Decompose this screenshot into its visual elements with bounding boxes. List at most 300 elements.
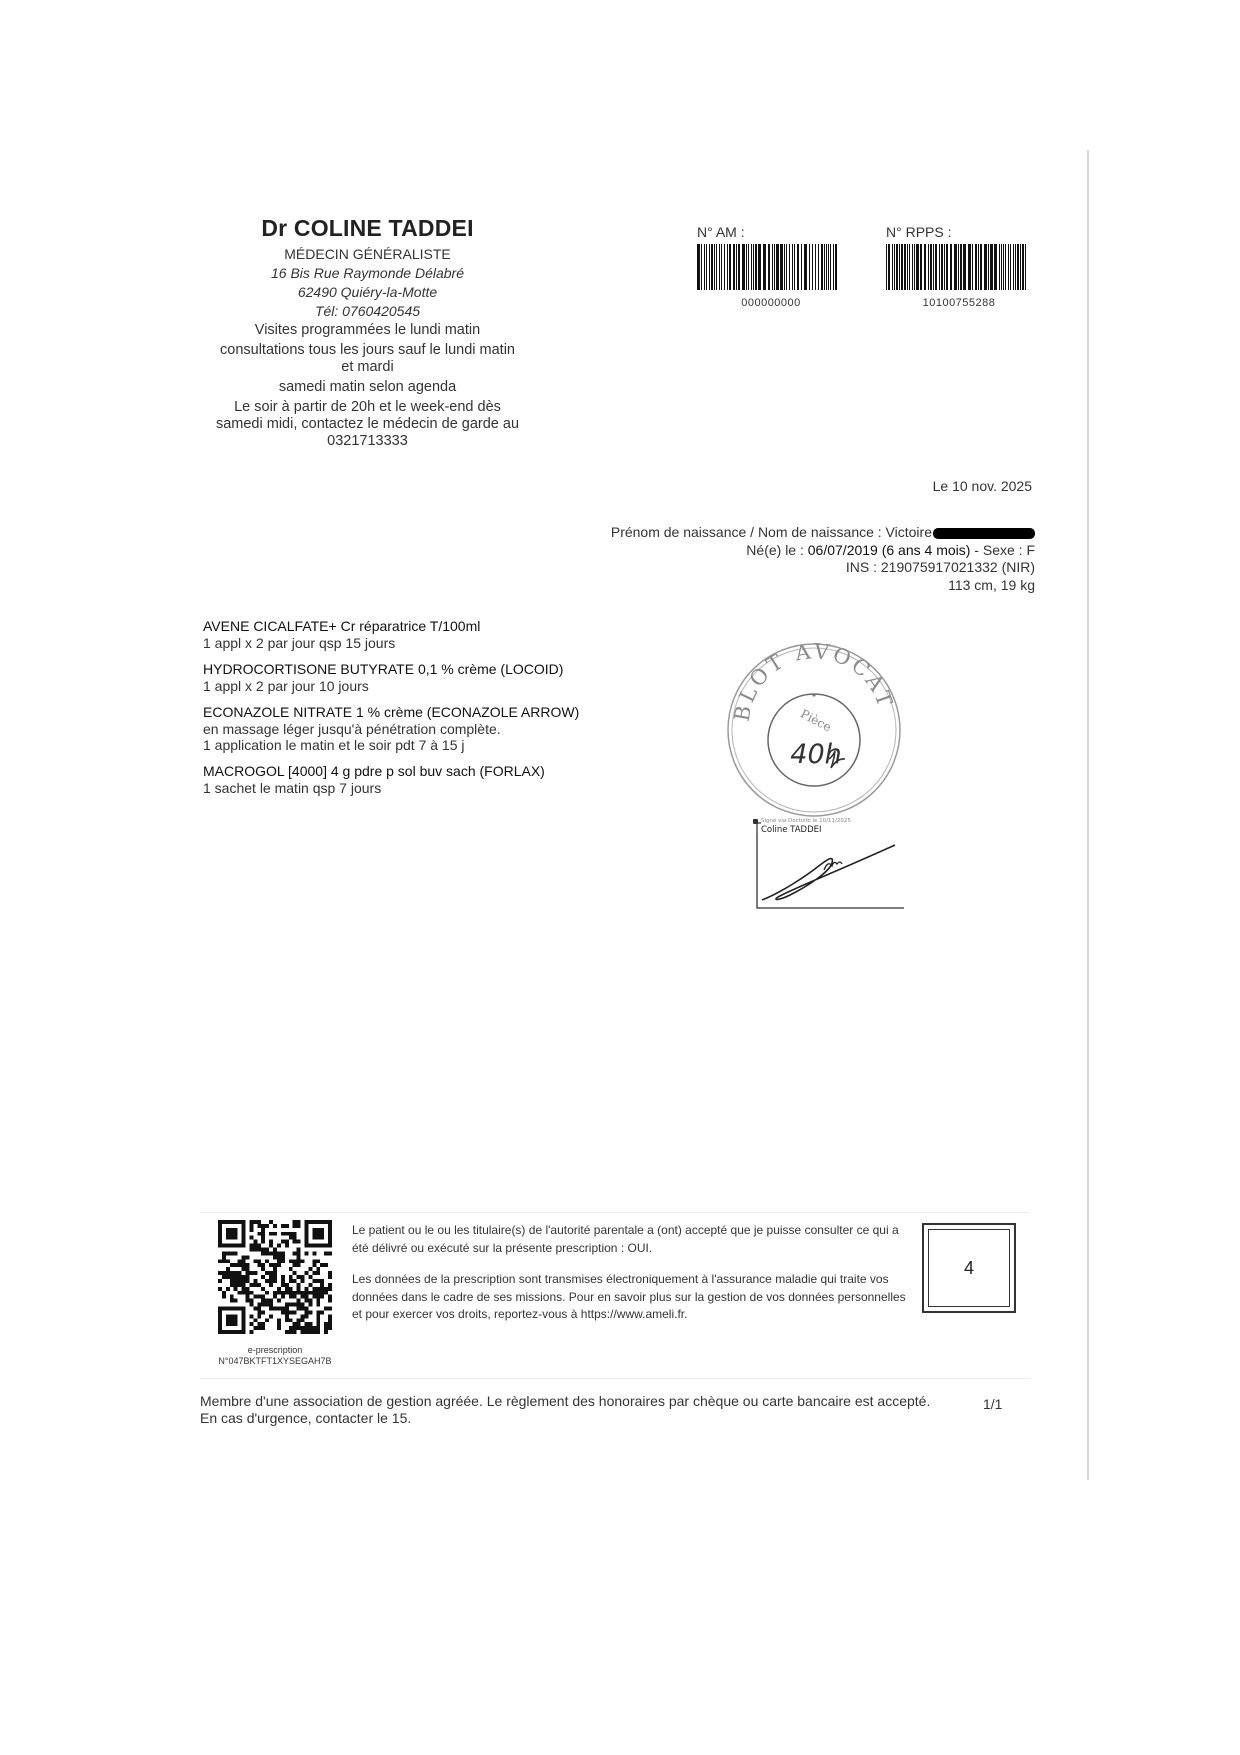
birth-value: 06/07/2019 (6 ans 4 mois) — [807, 541, 971, 558]
qr-module — [304, 1299, 308, 1303]
qr-module — [230, 1263, 234, 1267]
qr-module — [324, 1330, 328, 1334]
qr-module — [218, 1271, 222, 1275]
barcode-bar — [939, 244, 940, 290]
qr-module — [297, 1240, 301, 1244]
qr-module — [218, 1259, 222, 1263]
qr-module — [293, 1240, 297, 1244]
qr-module — [293, 1279, 297, 1283]
qr-module — [285, 1330, 289, 1334]
qr-module — [289, 1330, 293, 1334]
footer-separator-top — [200, 1212, 1030, 1213]
barcode-bar — [774, 244, 775, 290]
qr-module — [269, 1314, 273, 1318]
barcode-bar — [988, 244, 989, 290]
qr-module — [297, 1306, 301, 1310]
barcode-bar — [963, 244, 966, 290]
qr-module — [246, 1295, 250, 1299]
qr-module — [261, 1275, 265, 1279]
qr-module — [293, 1295, 297, 1299]
barcode-bar — [968, 244, 971, 290]
qr-module — [261, 1248, 265, 1252]
barcode-bar — [896, 244, 898, 290]
qr-module — [261, 1322, 265, 1326]
qr-module — [257, 1303, 261, 1307]
barcode-bar — [994, 244, 997, 290]
qr-module — [312, 1291, 316, 1295]
qr-module — [273, 1295, 277, 1299]
doctor-info-line: Visites programmées le lundi matin — [254, 322, 481, 338]
qr-module — [269, 1232, 273, 1236]
barcode-bar — [920, 244, 922, 290]
barcode-bar — [1015, 244, 1016, 290]
page-number: 1/1 — [983, 1396, 1003, 1412]
qr-module — [289, 1303, 293, 1307]
barcode-bar — [980, 244, 982, 290]
qr-module — [285, 1283, 289, 1287]
qr-module — [277, 1291, 281, 1295]
doctor-info-line: 0321713333 — [327, 433, 408, 449]
qr-module — [234, 1287, 238, 1291]
qr-module — [246, 1287, 250, 1291]
qr-module — [226, 1271, 230, 1275]
qr-module — [316, 1303, 320, 1307]
qr-module — [320, 1291, 324, 1295]
barcode-bar — [904, 244, 906, 290]
qr-module — [281, 1259, 285, 1263]
qr-module — [261, 1303, 265, 1307]
qr-module — [301, 1275, 305, 1279]
barcode-bar — [909, 244, 910, 290]
doctor-name: Dr COLINE TADDEI — [261, 215, 474, 241]
barcode-bar — [990, 244, 993, 290]
doctor-specialty: MÉDECIN GÉNÉRALISTE — [284, 246, 451, 262]
qr-module — [320, 1310, 324, 1314]
barcode-bar — [1025, 244, 1026, 290]
barcode-bar — [742, 244, 745, 290]
page-edge — [1087, 150, 1089, 1480]
qr-module — [285, 1224, 289, 1228]
qr-module — [253, 1326, 257, 1330]
qr-module — [249, 1322, 253, 1326]
qr-module — [301, 1314, 305, 1318]
qr-module — [257, 1224, 261, 1228]
qr-module — [273, 1263, 277, 1267]
qr-module — [249, 1303, 253, 1307]
qr-module — [304, 1326, 308, 1330]
qr-module — [281, 1283, 285, 1287]
barcode-bar — [763, 244, 766, 290]
qr-finder-pattern — [312, 1228, 324, 1240]
qr-module — [238, 1291, 242, 1295]
qr-module — [304, 1271, 308, 1275]
barcode-bar — [901, 244, 903, 290]
qr-module — [269, 1303, 273, 1307]
qr-module — [328, 1318, 332, 1322]
qr-module — [308, 1326, 312, 1330]
barcode-bar — [697, 244, 700, 290]
qr-module — [222, 1251, 226, 1255]
qr-module — [230, 1271, 234, 1275]
qr-module — [257, 1263, 261, 1267]
qr-module — [285, 1240, 289, 1244]
patient-ins: INS : 219075917021332 (NIR) — [845, 559, 1035, 575]
qr-module — [249, 1236, 253, 1240]
qr-module — [312, 1279, 316, 1283]
qr-module — [246, 1291, 250, 1295]
signature-block — [750, 815, 915, 915]
barcode-bar — [892, 244, 893, 290]
qr-module — [324, 1306, 328, 1310]
patient-measures: 113 cm, 19 kg — [948, 576, 1035, 593]
qr-module — [222, 1255, 226, 1259]
prescription-item — [203, 763, 663, 796]
qr-module — [242, 1275, 246, 1279]
qr-module — [261, 1295, 265, 1299]
qr-module — [277, 1326, 281, 1330]
doctor-info-line: et mardi — [341, 359, 394, 375]
qr-module — [324, 1287, 328, 1291]
qr-module — [297, 1303, 301, 1307]
qr-module — [261, 1224, 265, 1228]
barcode-bar — [972, 244, 973, 290]
barcode-bar — [960, 244, 962, 290]
stamp-inner-text: Pièce — [798, 706, 834, 735]
barcode-bar — [812, 244, 813, 290]
am-barcode — [697, 244, 839, 290]
eprescription-qr-code — [218, 1220, 332, 1334]
qr-module — [312, 1263, 316, 1267]
prescription-count-box — [922, 1223, 1016, 1313]
barcode-bar — [804, 244, 807, 290]
prescription-list — [203, 618, 663, 806]
barcode-bar — [824, 244, 825, 290]
qr-module — [261, 1299, 265, 1303]
qr-module — [222, 1271, 226, 1275]
qr-module — [297, 1224, 301, 1228]
qr-module — [304, 1314, 308, 1318]
qr-module — [281, 1240, 285, 1244]
qr-module — [222, 1275, 226, 1279]
qr-module — [273, 1251, 277, 1255]
rpps-number: 10100755288 — [922, 297, 996, 309]
qr-module — [312, 1330, 316, 1334]
qr-module — [304, 1322, 308, 1326]
qr-module — [257, 1283, 261, 1287]
patient-sex: - Sexe : F — [970, 541, 1035, 558]
doctor-info-line: samedi matin selon agenda — [278, 379, 457, 395]
qr-module — [234, 1279, 238, 1283]
qr-module — [269, 1271, 273, 1275]
qr-module — [265, 1303, 269, 1307]
prescription-count: 4 — [928, 1229, 1010, 1307]
qr-module — [297, 1291, 301, 1295]
qr-module — [308, 1299, 312, 1303]
barcode-bar — [746, 244, 747, 290]
barcode-bar — [1020, 244, 1021, 290]
qr-module — [257, 1295, 261, 1299]
qr-module — [293, 1232, 297, 1236]
qr-module — [301, 1326, 305, 1330]
patient-name: Prénom de naissance / Nom de naissance : Victoire — [610, 524, 932, 540]
qr-module — [226, 1259, 230, 1263]
barcode-bar — [818, 244, 819, 290]
qr-module — [269, 1275, 273, 1279]
qr-module — [261, 1267, 265, 1271]
qr-module — [265, 1291, 269, 1295]
qr-module — [324, 1326, 328, 1330]
qr-module — [269, 1251, 273, 1255]
qr-module — [301, 1259, 305, 1263]
qr-module — [273, 1232, 277, 1236]
qr-module — [261, 1287, 265, 1291]
stamp-ring-text: BLOT AVOCAT — [729, 639, 898, 724]
qr-module — [277, 1306, 281, 1310]
qr-module — [249, 1271, 253, 1275]
qr-module — [316, 1267, 320, 1271]
barcode-bar — [738, 244, 740, 290]
qr-module — [277, 1318, 281, 1322]
qr-finder-pattern — [226, 1228, 238, 1240]
barcode-bar — [711, 244, 713, 290]
qr-module — [249, 1299, 253, 1303]
barcode-bar — [721, 244, 722, 290]
qr-module — [257, 1244, 261, 1248]
qr-module — [293, 1251, 297, 1255]
qr-module — [269, 1240, 273, 1244]
qr-module — [238, 1259, 242, 1263]
qr-module — [234, 1283, 238, 1287]
qr-module — [304, 1295, 308, 1299]
stamp-dot — [812, 693, 815, 696]
qr-caption-title: e-prescription — [247, 1345, 303, 1355]
qr-module — [293, 1322, 297, 1326]
qr-module — [269, 1283, 273, 1287]
qr-module — [261, 1251, 265, 1255]
qr-module — [273, 1279, 277, 1283]
qr-module — [308, 1330, 312, 1334]
qr-module — [273, 1271, 277, 1275]
qr-module — [328, 1322, 332, 1326]
patient-block — [611, 524, 1035, 594]
barcode-bar — [768, 244, 770, 290]
qr-module — [238, 1263, 242, 1267]
qr-module — [312, 1251, 316, 1255]
qr-module — [249, 1291, 253, 1295]
barcode-bar — [1010, 244, 1011, 290]
qr-module — [257, 1259, 261, 1263]
barcode-bar — [701, 244, 702, 290]
qr-module — [281, 1291, 285, 1295]
qr-module — [242, 1283, 246, 1287]
qr-module — [269, 1306, 273, 1310]
barcode-bar — [914, 244, 915, 290]
qr-module — [297, 1318, 301, 1322]
qr-module — [285, 1318, 289, 1322]
qr-module — [304, 1330, 308, 1334]
qr-module — [234, 1251, 238, 1255]
barcode-bar — [733, 244, 735, 290]
barcode-bar — [704, 244, 705, 290]
barcode-bar — [719, 244, 720, 290]
drug-name: AVENE CICALFATE+ Cr réparatrice T/100ml — [203, 618, 481, 634]
barcode-bar — [826, 244, 827, 290]
am-label: N° AM : — [697, 224, 745, 240]
qr-module — [273, 1267, 277, 1271]
barcode-bar — [830, 244, 831, 290]
barcode-bar — [1008, 244, 1009, 290]
signature-via-text: Signé via Doctolib le 10/11/2025 — [761, 818, 851, 824]
qr-module — [249, 1220, 253, 1224]
qr-module — [253, 1295, 257, 1299]
qr-module — [238, 1271, 242, 1275]
qr-module — [308, 1303, 312, 1307]
qr-module — [273, 1291, 277, 1295]
qr-module — [281, 1224, 285, 1228]
qr-module — [316, 1330, 320, 1334]
qr-caption-id: N°047BKTFT1XYSEGAH7B — [218, 1356, 332, 1366]
qr-module — [277, 1263, 281, 1267]
qr-module — [281, 1251, 285, 1255]
qr-module — [301, 1295, 305, 1299]
qr-module — [265, 1224, 269, 1228]
qr-module — [297, 1287, 301, 1291]
qr-module — [265, 1271, 269, 1275]
qr-module — [242, 1279, 246, 1283]
qr-module — [265, 1299, 269, 1303]
drug-dosage: 1 sachet le matin qsp 7 jours — [203, 780, 382, 796]
barcode-bar — [833, 244, 834, 290]
qr-module — [218, 1287, 222, 1291]
qr-module — [293, 1291, 297, 1295]
qr-module — [261, 1263, 265, 1267]
qr-module — [234, 1299, 238, 1303]
barcode-bar — [714, 244, 715, 290]
qr-module — [328, 1275, 332, 1279]
qr-module — [261, 1240, 265, 1244]
barcode-bar — [784, 244, 785, 290]
qr-module — [293, 1303, 297, 1307]
qr-module — [253, 1240, 257, 1244]
qr-module — [242, 1291, 246, 1295]
am-barcode-block — [697, 224, 845, 309]
barcode-bar — [924, 244, 926, 290]
qr-module — [324, 1263, 328, 1267]
qr-module — [257, 1326, 261, 1330]
barcode-bar — [1017, 244, 1019, 290]
qr-module — [277, 1255, 281, 1259]
qr-module — [257, 1306, 261, 1310]
qr-module — [289, 1279, 293, 1283]
qr-module — [253, 1306, 257, 1310]
barcode-bar — [916, 244, 919, 290]
barcode-bar — [999, 244, 1000, 290]
rpps-barcode — [886, 244, 1028, 290]
qr-module — [289, 1287, 293, 1291]
barcode-bar — [780, 244, 783, 290]
barcode-bar — [899, 244, 900, 290]
lawyer-stamp — [722, 638, 907, 823]
qr-module — [301, 1279, 305, 1283]
qr-module — [324, 1251, 328, 1255]
qr-module — [277, 1322, 281, 1326]
barcode-bar — [928, 244, 929, 290]
qr-module — [324, 1322, 328, 1326]
qr-module — [301, 1318, 305, 1322]
drug-dosage: en massage léger jusqu'à pénétration complète. — [203, 721, 501, 737]
qr-module — [281, 1255, 285, 1259]
qr-module — [285, 1244, 289, 1248]
qr-module — [293, 1259, 297, 1263]
qr-module — [265, 1248, 269, 1252]
drug-name: ECONAZOLE NITRATE 1 % crème (ECONAZOLE ARROW) — [203, 704, 580, 720]
barcode-bar — [729, 244, 731, 290]
barcode-bar — [751, 244, 752, 290]
qr-module — [297, 1220, 301, 1224]
prescription-item — [203, 618, 663, 651]
qr-module — [246, 1271, 250, 1275]
qr-module — [328, 1314, 332, 1318]
qr-module — [265, 1318, 269, 1322]
qr-module — [246, 1255, 250, 1259]
barcode-bar — [1022, 244, 1024, 290]
qr-module — [269, 1299, 273, 1303]
barcode-bar — [912, 244, 913, 290]
qr-module — [297, 1251, 301, 1255]
barcode-bar — [815, 244, 816, 290]
qr-module — [289, 1275, 293, 1279]
barcode-bar — [716, 244, 717, 290]
qr-module — [273, 1255, 277, 1259]
qr-module — [316, 1322, 320, 1326]
qr-module — [253, 1279, 257, 1283]
qr-module — [261, 1236, 265, 1240]
barcode-bar — [727, 244, 728, 290]
qr-module — [320, 1287, 324, 1291]
qr-module — [328, 1251, 332, 1255]
qr-module — [289, 1295, 293, 1299]
qr-module — [293, 1220, 297, 1224]
barcode-bar — [975, 244, 977, 290]
barcode-bar — [958, 244, 959, 290]
qr-module — [257, 1310, 261, 1314]
qr-module — [257, 1232, 261, 1236]
barcode-bar — [789, 244, 790, 290]
qr-module — [277, 1251, 281, 1255]
qr-module — [316, 1271, 320, 1275]
qr-module — [316, 1310, 320, 1314]
qr-module — [328, 1283, 332, 1287]
barcode-bar — [792, 244, 793, 290]
drug-name: MACROGOL [4000] 4 g pdre p sol buv sach (FORLAX) — [203, 763, 545, 779]
qr-module — [249, 1248, 253, 1252]
qr-module — [242, 1267, 246, 1271]
barcode-bar — [758, 244, 761, 290]
qr-module — [253, 1244, 257, 1248]
qr-module — [246, 1263, 250, 1267]
barcode-bar — [724, 244, 725, 290]
qr-module — [218, 1279, 222, 1283]
barcode-bar — [809, 244, 810, 290]
doctor-info — [180, 322, 555, 450]
barcode-bar — [978, 244, 979, 290]
qr-module — [297, 1275, 301, 1279]
barcode-bar — [933, 244, 934, 290]
qr-finder-pattern — [226, 1314, 238, 1326]
qr-module — [293, 1330, 297, 1334]
qr-module — [261, 1326, 265, 1330]
qr-module — [328, 1287, 332, 1291]
